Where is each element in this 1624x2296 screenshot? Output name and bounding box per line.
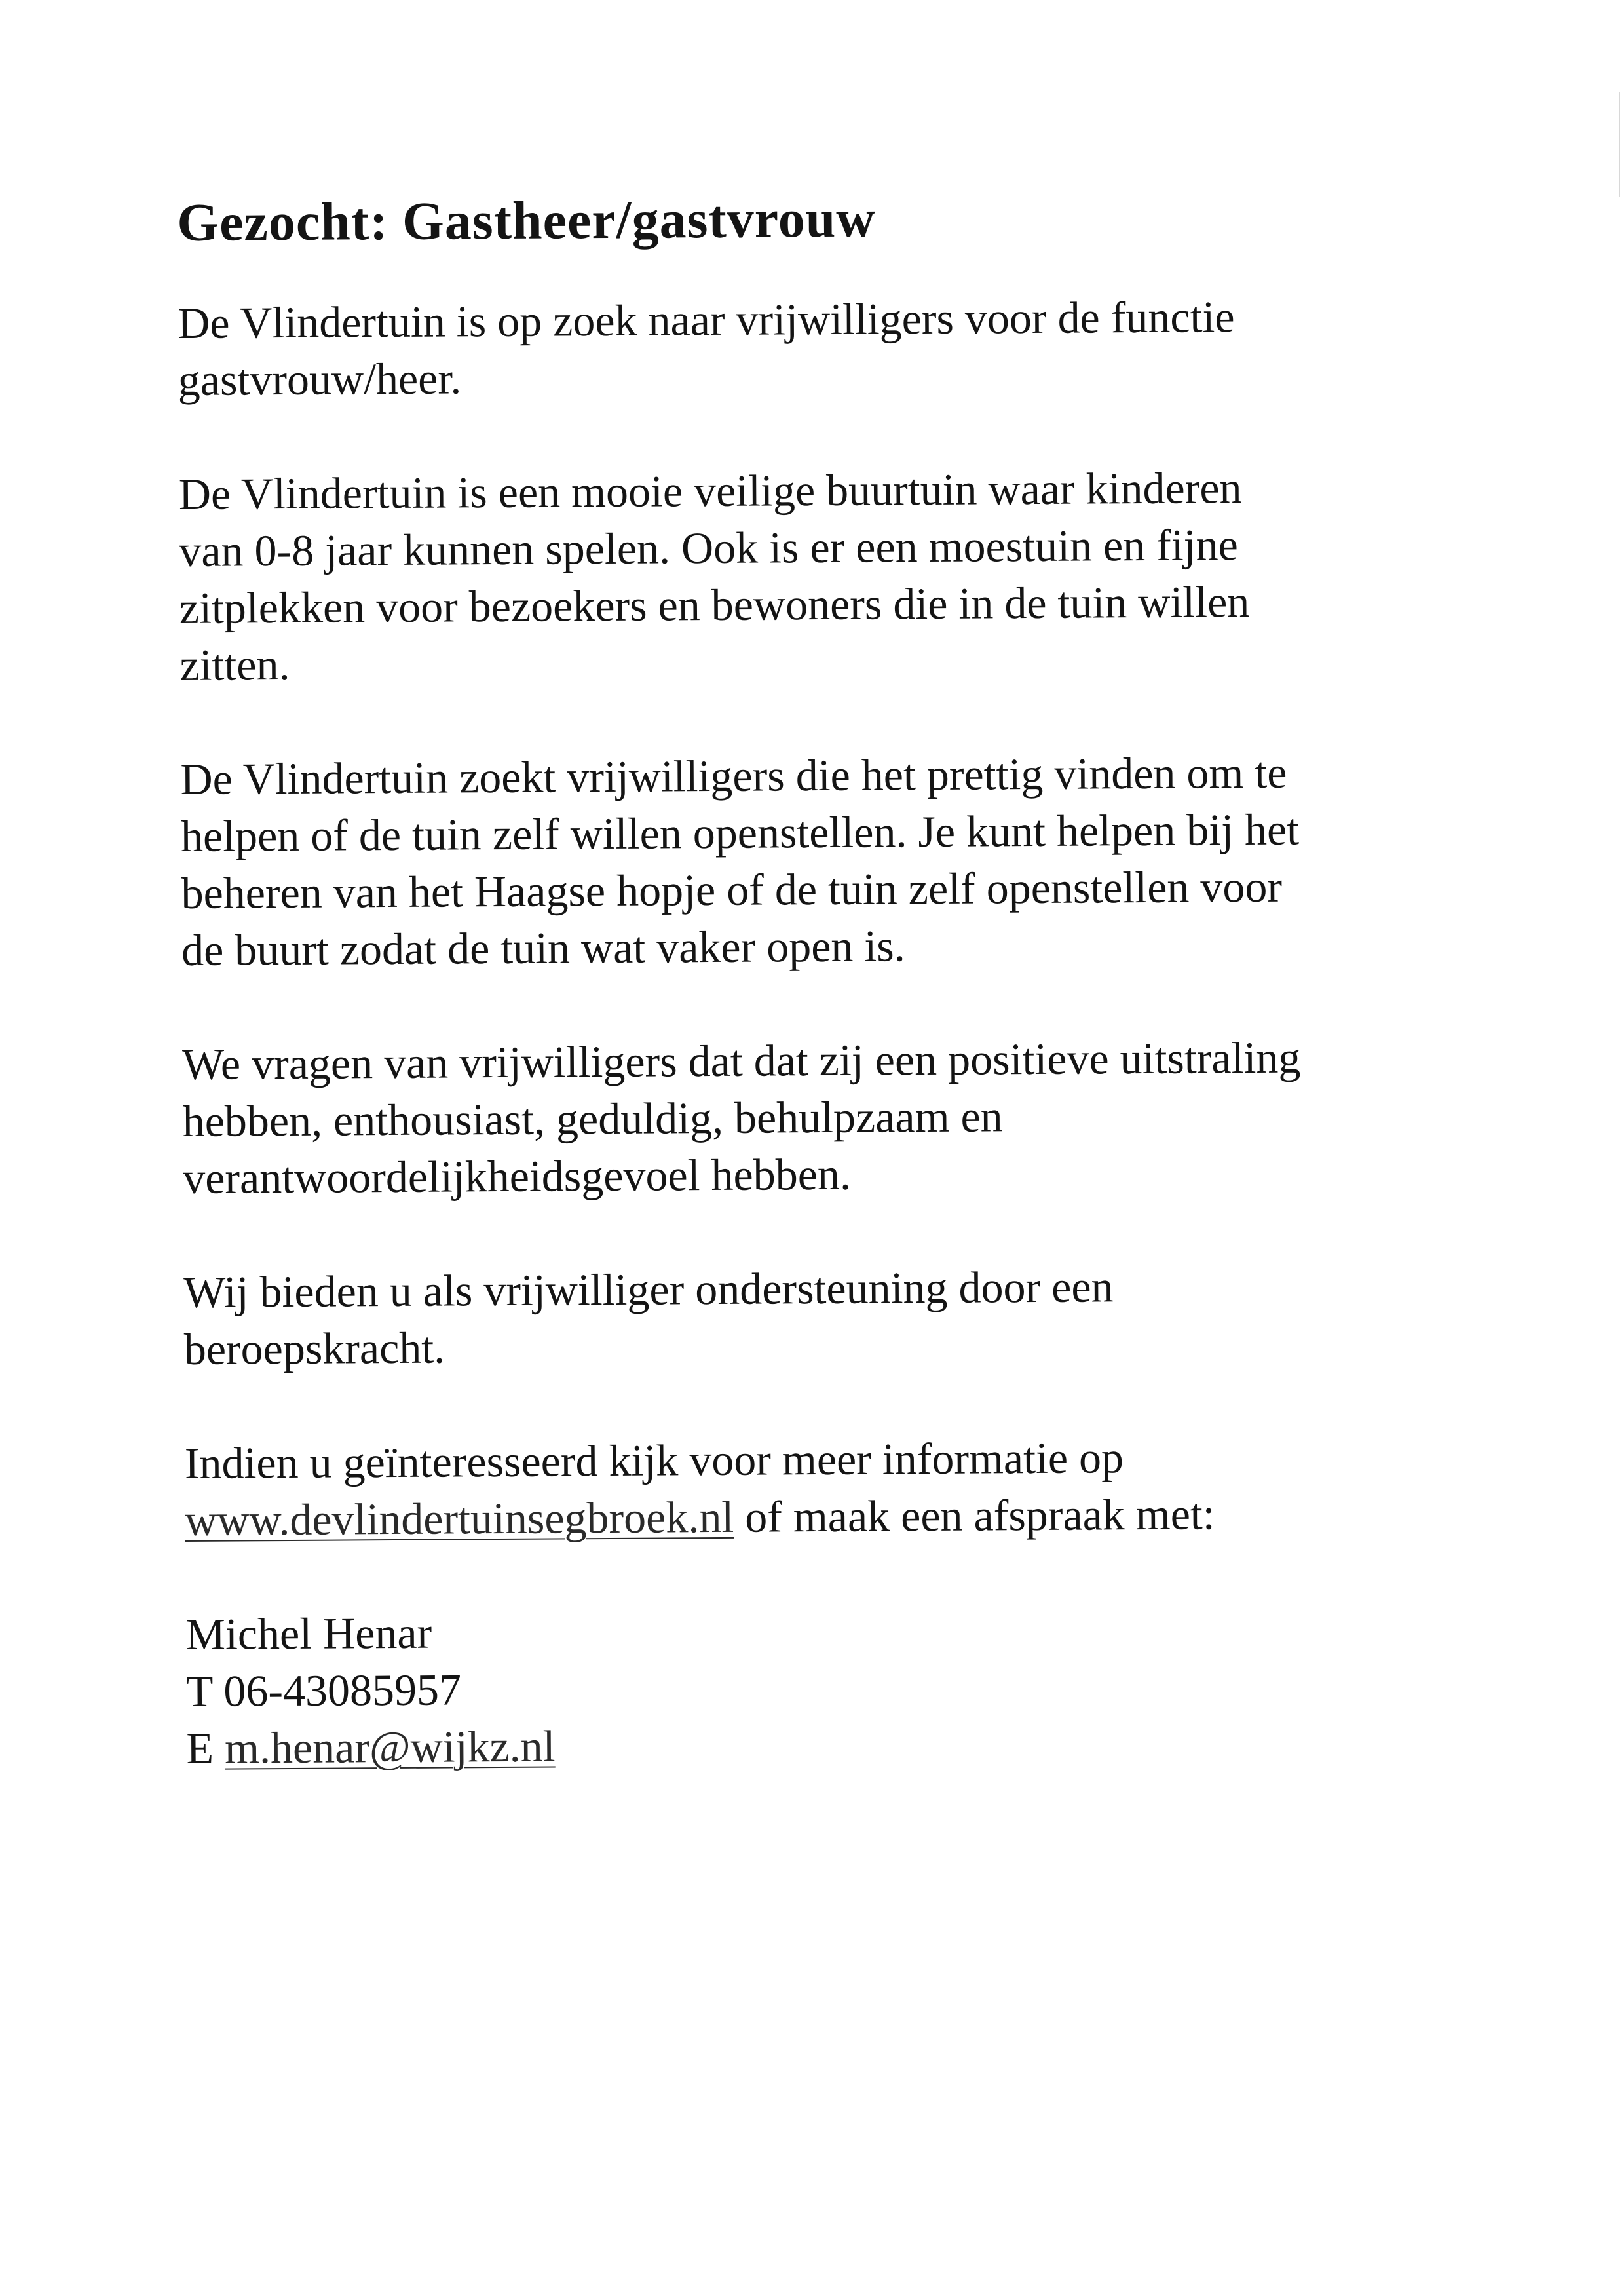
text-line: hebben, enthousiast, geduldig, behulpzaam en: [182, 1091, 1003, 1146]
document-content: [177, 182, 1471, 1777]
paragraph-offer: [183, 1256, 1468, 1378]
contact-block: [185, 1598, 1471, 1777]
document-title: Gezocht: Gastheer/gastvrouw: [177, 188, 876, 252]
email-link[interactable]: m.henar@wijkz.nl: [224, 1721, 556, 1773]
text-line: beheren van het Haagse hopje of de tuin zelf openstellen voor: [181, 861, 1283, 918]
contact-phone: 06-43085957: [223, 1664, 462, 1716]
email-prefix: E: [186, 1723, 225, 1773]
text-line: verantwoordelijkheidsgevoel hebben.: [182, 1149, 852, 1203]
text-line: de buurt zodat de tuin wat vaker open is.: [181, 921, 905, 975]
text-line: zitplekken voor bezoekers en bewoners die in de tuin willen: [179, 577, 1250, 633]
text-line: beroepskracht.: [183, 1322, 445, 1374]
text-line: van 0-8 jaar kunnen spelen. Ook is er een moestuin en fijne: [179, 520, 1238, 576]
text-line: Indien u geïnteresseerd kijk voor meer informatie op: [184, 1432, 1124, 1488]
paragraph-tasks: [180, 743, 1465, 979]
contact-email-line: [186, 1712, 1470, 1777]
text-line: De Vlindertuin is op zoek naar vrijwilligers voor de functie: [178, 292, 1235, 348]
text-after-link: of maak een afspraak met:: [734, 1489, 1215, 1542]
contact-phone-line: [186, 1655, 1470, 1720]
text-line: De Vlindertuin zoekt vrijwilligers die het prettig vinden om te: [180, 747, 1287, 804]
paragraph-intro: [178, 287, 1462, 409]
paragraph-requirements: [182, 1028, 1467, 1207]
text-line: De Vlindertuin is een mooie veilige buurtuin waar kinderen: [178, 463, 1242, 519]
paragraph-info: [185, 1427, 1469, 1549]
text-line-with-link: [185, 1484, 1469, 1549]
text-line: zitten.: [179, 639, 290, 690]
phone-prefix: T: [185, 1666, 224, 1716]
scan-edge-mark: [1619, 92, 1620, 197]
website-link[interactable]: www.devlindertuinsegbroek.nl: [185, 1491, 734, 1545]
contact-name: Michel Henar: [185, 1607, 432, 1659]
text-line: gastvrouw/heer.: [178, 353, 462, 405]
paragraph-description: [179, 458, 1464, 694]
text-line: Wij bieden u als vrijwilliger ondersteuning door een: [183, 1261, 1114, 1317]
text-line: helpen of de tuin zelf willen openstellen. Je kunt helpen bij het: [180, 804, 1300, 861]
text-line: We vragen van vrijwilligers dat dat zij een positieve uitstraling: [181, 1032, 1301, 1089]
